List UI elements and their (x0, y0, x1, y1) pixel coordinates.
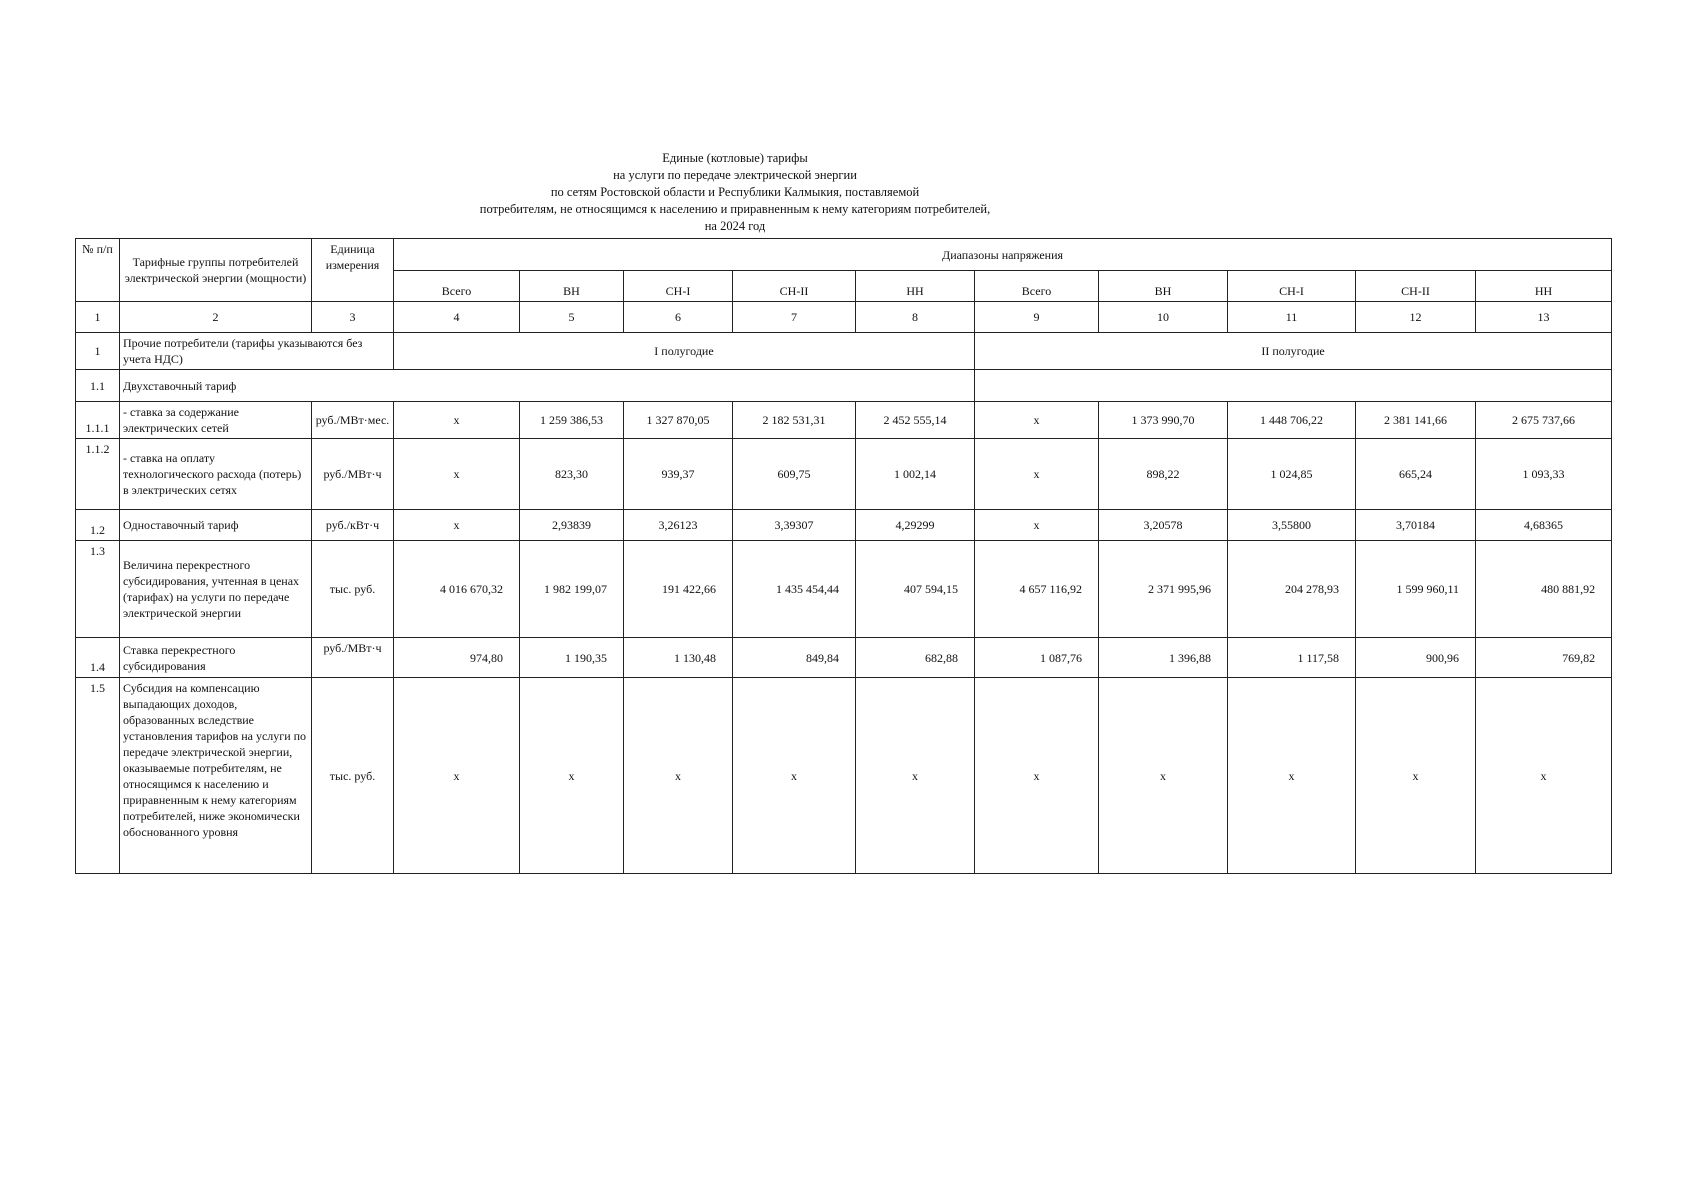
value-cell: х (394, 510, 520, 541)
level-8: СН-I (1228, 271, 1356, 302)
level-4: СН-II (733, 271, 856, 302)
table-row (76, 541, 1612, 638)
value-cell: 1 190,35 (520, 638, 624, 678)
section-label: Прочие потребители (тарифы указываются без учета НДС) (120, 333, 394, 370)
level-9: СН-II (1356, 271, 1476, 302)
row-num: 1.4 (76, 638, 120, 678)
col-number: 1 (76, 302, 120, 333)
header-unit: Единица измерения (312, 239, 394, 302)
row-num: 1.1 (76, 370, 120, 402)
level-10: НН (1476, 271, 1612, 302)
value-cell: х (733, 678, 856, 874)
value-cell: 769,82 (1476, 638, 1612, 678)
col-number: 3 (312, 302, 394, 333)
row-label: Ставка перекрестного субсидирования (120, 638, 312, 678)
level-6: Всего (975, 271, 1099, 302)
value-cell: 2 675 737,66 (1476, 402, 1612, 439)
value-cell: 823,30 (520, 439, 624, 510)
col-number: 8 (856, 302, 975, 333)
value-cell: 204 278,93 (1228, 541, 1356, 638)
row-label: Двухставочный тариф (120, 370, 975, 402)
row-label (120, 678, 312, 874)
table-row (76, 370, 1612, 402)
value-cell: 2 452 555,14 (856, 402, 975, 439)
col-number: 11 (1228, 302, 1356, 333)
col-number: 7 (733, 302, 856, 333)
row-unit: тыс. руб. (312, 678, 394, 874)
row-num: 1.1.1 (76, 402, 120, 439)
col-number: 4 (394, 302, 520, 333)
value-cell: 407 594,15 (856, 541, 975, 638)
value-cell: 1 093,33 (1476, 439, 1612, 510)
row-num: 1.2 (76, 510, 120, 541)
value-cell: х (975, 439, 1099, 510)
table-row (76, 638, 1612, 678)
col-number: 12 (1356, 302, 1476, 333)
row-unit: тыс. руб. (312, 541, 394, 638)
half-year-2: II полугодие (975, 333, 1612, 370)
value-cell: 1 435 454,44 (733, 541, 856, 638)
value-cell: 2 371 995,96 (1099, 541, 1228, 638)
value-cell: 1 117,58 (1228, 638, 1356, 678)
level-5: НН (856, 271, 975, 302)
title-line-5: на 2024 год (704, 219, 766, 233)
value-cell: х (975, 510, 1099, 541)
value-cell: 1 599 960,11 (1356, 541, 1476, 638)
value-cell: 3,39307 (733, 510, 856, 541)
value-cell: х (624, 678, 733, 874)
value-cell: 2 182 531,31 (733, 402, 856, 439)
value-cell: 682,88 (856, 638, 975, 678)
col-number: 6 (624, 302, 733, 333)
header-ranges: Диапазоны напряжения (394, 239, 1612, 271)
value-cell: 1 373 990,70 (1099, 402, 1228, 439)
row-unit: руб./кВт·ч (312, 510, 394, 541)
title-line-1: Единые (котловые) тарифы (662, 151, 808, 165)
level-2: ВН (520, 271, 624, 302)
value-cell: 609,75 (733, 439, 856, 510)
value-cell: 1 002,14 (856, 439, 975, 510)
value-cell: 898,22 (1099, 439, 1228, 510)
value-cell: 1 396,88 (1099, 638, 1228, 678)
value-cell: 2,93839 (520, 510, 624, 541)
row-num: 1.5 (76, 678, 120, 874)
row-label: - ставка на оплату технологического расхода (потерь) в электрических сетях (120, 439, 312, 510)
col-number: 2 (120, 302, 312, 333)
value-cell: х (856, 678, 975, 874)
row-num: 1.1.2 (76, 439, 120, 510)
half-year-1: I полугодие (394, 333, 975, 370)
level-3: СН-I (624, 271, 733, 302)
header-group: Тарифные группы потребителей электрической энергии (мощности) (120, 239, 312, 302)
value-cell: 3,55800 (1228, 510, 1356, 541)
value-cell: 480 881,92 (1476, 541, 1612, 638)
section-row (76, 333, 1612, 370)
value-cell: х (975, 678, 1099, 874)
document-title (0, 150, 1470, 235)
value-cell: 1 024,85 (1228, 439, 1356, 510)
value-cell: 3,26123 (624, 510, 733, 541)
header-row-1 (76, 239, 1612, 271)
value-cell: х (394, 439, 520, 510)
value-cell: 1 982 199,07 (520, 541, 624, 638)
value-cell: х (1356, 678, 1476, 874)
row-label: Одноставочный тариф (120, 510, 312, 541)
value-cell: 4 016 670,32 (394, 541, 520, 638)
row-num: 1.3 (76, 541, 120, 638)
table-row (76, 402, 1612, 439)
column-number-row (76, 302, 1612, 333)
value-cell: х (1228, 678, 1356, 874)
value-cell: 3,20578 (1099, 510, 1228, 541)
value-cell: 1 130,48 (624, 638, 733, 678)
value-cell: 900,96 (1356, 638, 1476, 678)
col-number: 10 (1099, 302, 1228, 333)
row-unit: руб./МВт·мес. (312, 402, 394, 439)
row-num: 1 (76, 333, 120, 370)
row-label: Величина перекрестного субсидирования, учтенная в ценах (тарифах) на услуги по передаче электрической энергии (120, 541, 312, 638)
row-unit: руб./МВт·ч (312, 638, 394, 678)
level-1: Всего (394, 271, 520, 302)
value-cell: х (394, 678, 520, 874)
value-cell: х (520, 678, 624, 874)
value-cell: 1 327 870,05 (624, 402, 733, 439)
value-cell: 2 381 141,66 (1356, 402, 1476, 439)
empty-cell (975, 370, 1612, 402)
tariff-table (75, 238, 1612, 874)
value-cell: 849,84 (733, 638, 856, 678)
title-line-3: по сетям Ростовской области и Республики Калмыкия, поставляемой (550, 185, 920, 199)
value-cell: 1 087,76 (975, 638, 1099, 678)
row-label-text: Субсидия на компенсацию выпадающих доходов, образованных вследствие установления тарифов на услуги по передаче электрической энергии, оказываемые потребителям, не относящимся к населению и приравненным к нему категориям потребителей, ниже экономически обоснованного уровня (123, 681, 307, 839)
value-cell: 939,37 (624, 439, 733, 510)
value-cell: 1 259 386,53 (520, 402, 624, 439)
value-cell: 1 448 706,22 (1228, 402, 1356, 439)
value-cell: х (1099, 678, 1228, 874)
value-cell: х (975, 402, 1099, 439)
table-row (76, 510, 1612, 541)
value-cell: 191 422,66 (624, 541, 733, 638)
row-unit: руб./МВт·ч (312, 439, 394, 510)
value-cell: х (1476, 678, 1612, 874)
row-label: - ставка за содержание электрических сетей (120, 402, 312, 439)
level-7: ВН (1099, 271, 1228, 302)
value-cell: х (394, 402, 520, 439)
value-cell: 4,68365 (1476, 510, 1612, 541)
value-cell: 3,70184 (1356, 510, 1476, 541)
title-line-2: на услуги по передаче электрической энергии (613, 168, 857, 182)
col-number: 5 (520, 302, 624, 333)
value-cell: 4 657 116,92 (975, 541, 1099, 638)
table-row (76, 439, 1612, 510)
header-num: № п/п (76, 239, 120, 302)
table-row (76, 678, 1612, 874)
title-line-4: потребителям, не относящимся к населению и приравненным к нему категориям потребителей, (479, 202, 991, 216)
value-cell: 4,29299 (856, 510, 975, 541)
value-cell: 974,80 (394, 638, 520, 678)
col-number: 13 (1476, 302, 1612, 333)
value-cell: 665,24 (1356, 439, 1476, 510)
col-number: 9 (975, 302, 1099, 333)
